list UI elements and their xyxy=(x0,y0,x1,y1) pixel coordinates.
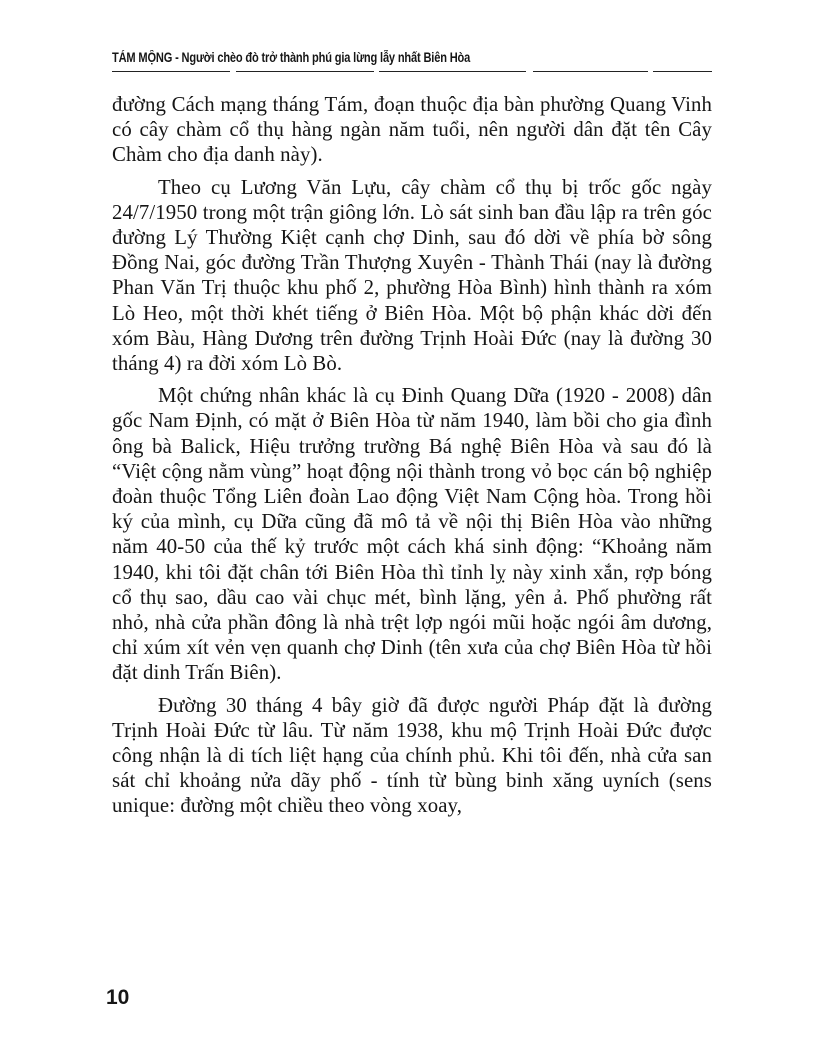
page-number: 10 xyxy=(106,986,130,1009)
paragraph: Đường 30 tháng 4 bây giờ đã được người Pháp đặt là đường Trịnh Hoài Đức từ lâu. Từ năm 1938, khu mộ Trịnh Hoài Đức được công nhận là di tích liệt hạng của chính phủ. Khi tôi đến, nhà cửa san sát chỉ khoảng nửa dãy phố - tính từ bùng binh xăng uyních (sens unique: đường một chiều theo vòng xoay, xyxy=(112,693,712,818)
paragraph: đường Cách mạng tháng Tám, đoạn thuộc địa bàn phường Quang Vinh có cây chàm cổ thụ hàng ngàn năm tuổi, nên người dân đặt tên Cây Chàm cho địa danh này). xyxy=(112,93,712,167)
header-rule-gap xyxy=(648,69,653,73)
running-title: TÁM MỘNG - Người chèo đò trở thành phú gia lừng lẫy nhất Biên Hòa xyxy=(112,50,471,65)
header-rule-gap xyxy=(230,69,236,73)
paragraph: Theo cụ Lương Văn Lựu, cây chàm cổ thụ bị trốc gốc ngày 24/7/1950 trong một trận giông lớn. Lò sát sinh ban đầu lập ra trên góc đường Lý Thường Kiệt cạnh chợ Dinh, sau đó dời về phía bờ sông Đồng Nai, góc đường Trần Thượng Xuyên - Thành Thái (nay là đường Phan Văn Trị thuộc khu phố 2, phường Hòa Bình) hình thành ra xóm Lò Heo, một thời khét tiếng ở Biên Hòa. Một bộ phận khác dời đến xóm Bàu, Hàng Dương trên đường Trịnh Hoài Đức (nay là đường 30 tháng 4) ra đời xóm Lò Bò. xyxy=(112,175,712,376)
header-rule xyxy=(112,71,712,72)
running-header xyxy=(112,50,712,74)
page-body xyxy=(112,92,712,826)
paragraph: Một chứng nhân khác là cụ Đinh Quang Dữa (1920 - 2008) dân gốc Nam Định, có mặt ở Biên Hòa từ năm 1940, làm bồi cho gia đình ông bà Balick, Hiệu trưởng trường Bá nghệ Biên Hòa và sau đó là “Việt cộng nằm vùng” hoạt động nội thành trong vỏ bọc cán bộ nghiệp đoàn thuộc Tổng Liên đoàn Lao động Việt Nam Cộng hòa. Trong hồi ký của mình, cụ Dữa cũng đã mô tả về nội thị Biên Hòa vào những năm 40-50 của thế kỷ trước một cách khá sinh động: “Khoảng năm 1940, khi tôi đặt chân tới Biên Hòa thì tỉnh lỵ này xinh xắn, rợp bóng cổ thụ sao, dầu cao vài chục mét, bình lặng, yên ả. Phố phường rất nhỏ, nhà cửa phần đông là nhà trệt lợp ngói mũi hoặc ngói âm dương, chỉ xúm xít vẻn vẹn quanh chợ Dinh (tên xưa của chợ Biên Hòa từ hồi đặt dinh Trấn Biên). xyxy=(112,384,712,685)
header-rule-gap xyxy=(374,69,379,73)
header-rule-gap xyxy=(526,69,533,73)
